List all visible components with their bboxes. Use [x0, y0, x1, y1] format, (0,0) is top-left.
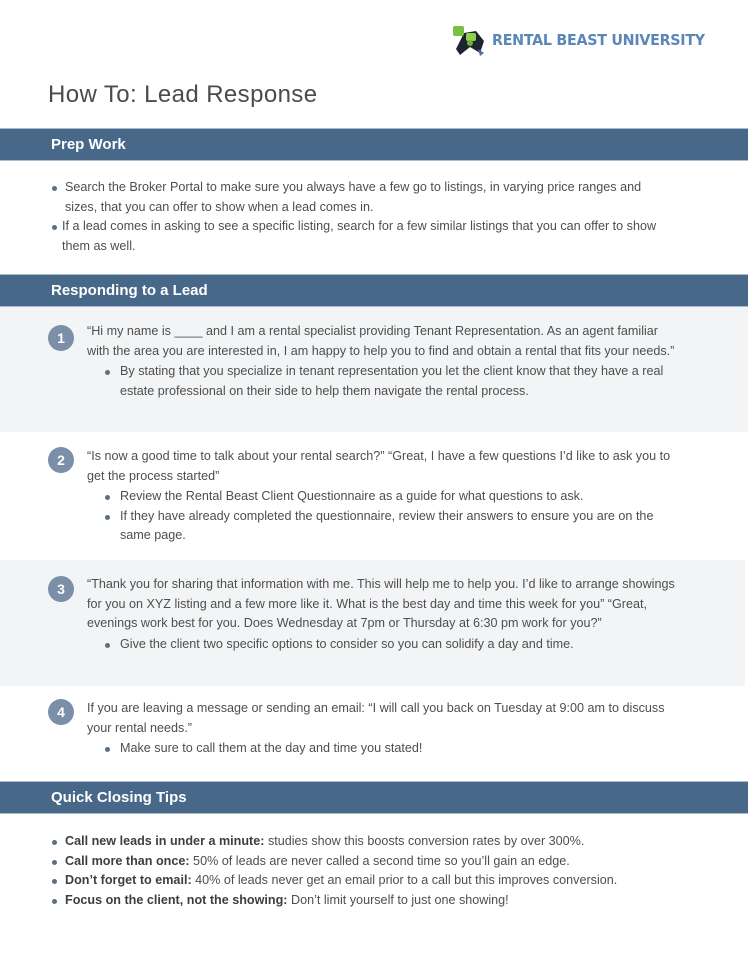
list-item: Make sure to call them at the day and time you stated!	[105, 739, 677, 759]
section-header-closing-tips	[0, 781, 748, 814]
list-item: Search the Broker Portal to make sure you always have a few go to listings, in varying price ranges and sizes, that you can offer to show when a lead comes in.	[52, 178, 672, 217]
section-header-responding	[0, 274, 748, 307]
step-number-badge: 4	[48, 699, 74, 725]
tip-label: Call more than once:	[65, 853, 190, 868]
list-item: By stating that you specialize in tenant representation you let the client know that they have a real estate professional on their side to help them navigate the rental process.	[105, 362, 677, 401]
tip-label: Don’t forget to email:	[65, 873, 192, 887]
page-title: How To: Lead Response	[48, 81, 318, 108]
list-item	[52, 871, 712, 891]
prep-work-list	[52, 178, 672, 256]
step-script: If you are leaving a message or sending an email: “I will call you back on Tuesday at 9:00 am to discuss your rental needs.”	[87, 701, 665, 735]
step-tips	[87, 362, 677, 401]
closing-tips-list	[52, 832, 712, 910]
step-number-badge: 1	[48, 325, 74, 351]
tip-text: 50% of leads are never called a second time so you’ll gain an edge.	[189, 853, 570, 868]
step-number-badge: 3	[48, 576, 74, 602]
tip-text: Don’t limit yourself to just one showing!	[287, 892, 509, 907]
step-content	[87, 322, 677, 401]
step-content	[87, 575, 677, 654]
step-number-badge: 2	[48, 447, 74, 473]
brand-name: RENTAL BEAST UNIVERSITY	[492, 31, 705, 49]
list-item	[52, 891, 712, 911]
section-title: Quick Closing Tips	[51, 789, 187, 806]
list-item	[52, 832, 712, 852]
step-content	[87, 699, 677, 759]
beast-mascot-icon	[450, 23, 488, 57]
brand-logo	[450, 22, 723, 58]
tip-text: studies show this boosts conversion rates by over 300%.	[264, 834, 585, 848]
list-item: Review the Rental Beast Client Questionnaire as a guide for what questions to ask.	[105, 487, 677, 507]
step-panel-4	[0, 686, 748, 781]
step-panel-1	[0, 307, 748, 432]
step-panel-3	[0, 560, 745, 686]
list-item: Give the client two specific options to consider so you can solidify a day and time.	[105, 635, 677, 655]
list-item: If they have already completed the questionnaire, review their answers to ensure you are on the same page.	[105, 507, 677, 546]
step-panel-2	[0, 432, 748, 560]
tip-label: Focus on the client, not the showing:	[65, 892, 288, 907]
step-script: “Is now a good time to talk about your rental search?” “Great, I have a few questions I’d like to ask you to get the process started”	[87, 449, 671, 483]
list-item: If a lead comes in asking to see a specific listing, search for a few similar listings that you can offer to show them as well.	[52, 217, 672, 256]
step-script: “Hi my name is ____ and I am a rental specialist providing Tenant Representation. As an agent familiar with the area you are interested in, I am happy to help you to find and obtain a rental that fits your needs.”	[87, 324, 675, 358]
step-tips	[87, 487, 677, 546]
tip-text: 40% of leads never get an email prior to a call but this improves conversion.	[191, 873, 618, 887]
list-item	[52, 852, 712, 872]
section-title: Responding to a Lead	[51, 282, 208, 299]
step-content	[87, 447, 677, 546]
section-title: Prep Work	[51, 136, 126, 153]
tip-label: Call new leads in under a minute:	[65, 834, 265, 848]
step-script: “Thank you for sharing that information with me. This will help me to help you. I’d like to arrange showings for you on XYZ listing and a few more like it. What is the best day and time this week for you” “Great, evenings work best for you. Does Wednesday at 7pm or Thursday at 6:30 pm work for you?”	[87, 577, 675, 630]
section-header-prep-work	[0, 128, 748, 161]
step-tips	[87, 739, 677, 759]
step-tips	[87, 635, 677, 655]
